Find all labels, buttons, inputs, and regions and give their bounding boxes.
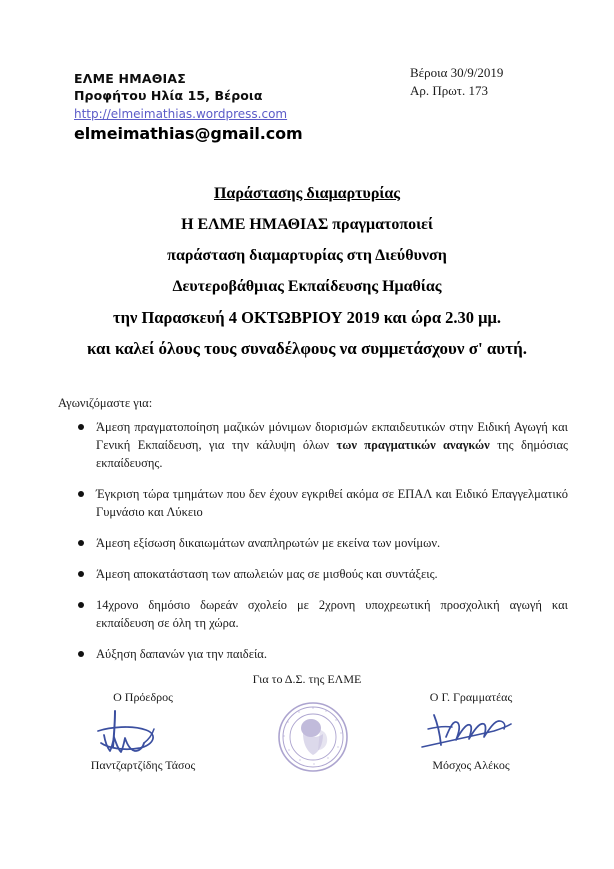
bullet-dot-icon [78, 491, 84, 497]
list-item [78, 534, 568, 552]
organization-address: Προφήτου Ηλία 15, Βέροια [74, 88, 263, 103]
bullet-dot-icon [78, 602, 84, 608]
demands-list [78, 418, 568, 663]
bullet-dot-icon [78, 424, 84, 430]
headline-block [40, 178, 574, 364]
email-address: elmeimathias@gmail.com [74, 124, 303, 143]
signer-name: Μόσχος Αλέκος [432, 758, 510, 772]
signature-block-president [48, 690, 238, 773]
list-item-text-pre: Άμεση πραγματοποίηση μαζικών μόνιμων διορισμών εκπαιδευτικών στην Ειδική Αγωγή και Γενική Εκπαίδευση, για την κάλυψη όλων [96, 420, 568, 452]
place-and-date: Βέροια 30/9/2019 [410, 65, 504, 80]
list-item [78, 565, 568, 583]
headline-line-3: παράσταση διαμαρτυρίας στη Διεύθυνση [167, 247, 447, 264]
headline-line-1: Παράστασης διαμαρτυρίας [213, 185, 401, 202]
list-item [78, 485, 568, 521]
round-official-stamp-icon [276, 700, 350, 774]
signature-block-secretary [376, 690, 566, 773]
handwritten-signature-icon [48, 707, 238, 757]
headline-line-2: Η ΕΛΜΕ ΗΜΑΘΙΑΣ πραγματοποιεί [181, 216, 433, 233]
list-item [78, 596, 568, 632]
headline-line-5: την Παρασκευή 4 ΟΚΤΩΒΡΙΟΥ 2019 και ώρα 2.30 μμ. [112, 308, 502, 327]
list-item [78, 645, 568, 663]
list-item-text: Άμεση εξίσωση δικαιωμάτων αναπληρωτών με εκείνα των μονίμων. [96, 536, 441, 550]
list-item-text: Έγκριση τώρα τμημάτων που δεν έχουν εγκριθεί ακόμα σε ΕΠΑΛ και Ειδικό Επαγγελματικό Γυμνάσιο και Λύκειο [96, 487, 568, 519]
protocol-number: Αρ. Πρωτ. 173 [410, 82, 489, 98]
list-item [78, 418, 568, 472]
list-item-text-bold: των πραγματικών αναγκών [336, 438, 490, 452]
website-link[interactable]: http://elmeimathias.wordpress.com [74, 107, 288, 121]
list-item-text-post: της δημόσιας εκπαίδευσης. [96, 438, 568, 470]
letterhead [74, 70, 374, 145]
headline-line-6: και καλεί όλους τους συναδέλφους να συμμετάσχουν σ' αυτή. [87, 339, 527, 358]
date-protocol-block [410, 64, 503, 99]
handwritten-signature-icon [376, 707, 566, 757]
bullet-dot-icon [78, 540, 84, 546]
organization-name: ΕΛΜΕ ΗΜΑΘΙΑΣ [74, 71, 187, 86]
bullet-dot-icon [78, 651, 84, 657]
demands-intro: Αγωνιζόμαστε για: [58, 396, 153, 410]
for-the-board-label: Για το Δ.Σ. της ΕΛΜΕ [252, 672, 362, 686]
bullet-dot-icon [78, 571, 84, 577]
list-item-text: Αύξηση δαπανών για την παιδεία. [96, 647, 267, 661]
headline-line-4: Δευτεροβάθμιας Εκπαίδευσης Ημαθίας [172, 278, 442, 295]
signer-name: Παντζαρτζίδης Τάσος [90, 758, 196, 772]
signer-role: Ο Πρόεδρος [113, 690, 173, 704]
list-item-text: 14χρονο δημόσιο δωρεάν σχολείο με 2χρονη υποχρεωτική προσχολική αγωγή και εκπαίδευση σε όλη τη χώρα. [96, 598, 568, 630]
list-item-text: Άμεση αποκατάσταση των απωλειών μας σε μισθούς και συντάξεις. [96, 567, 438, 581]
signer-role: Ο Γ. Γραμματέας [429, 690, 513, 704]
